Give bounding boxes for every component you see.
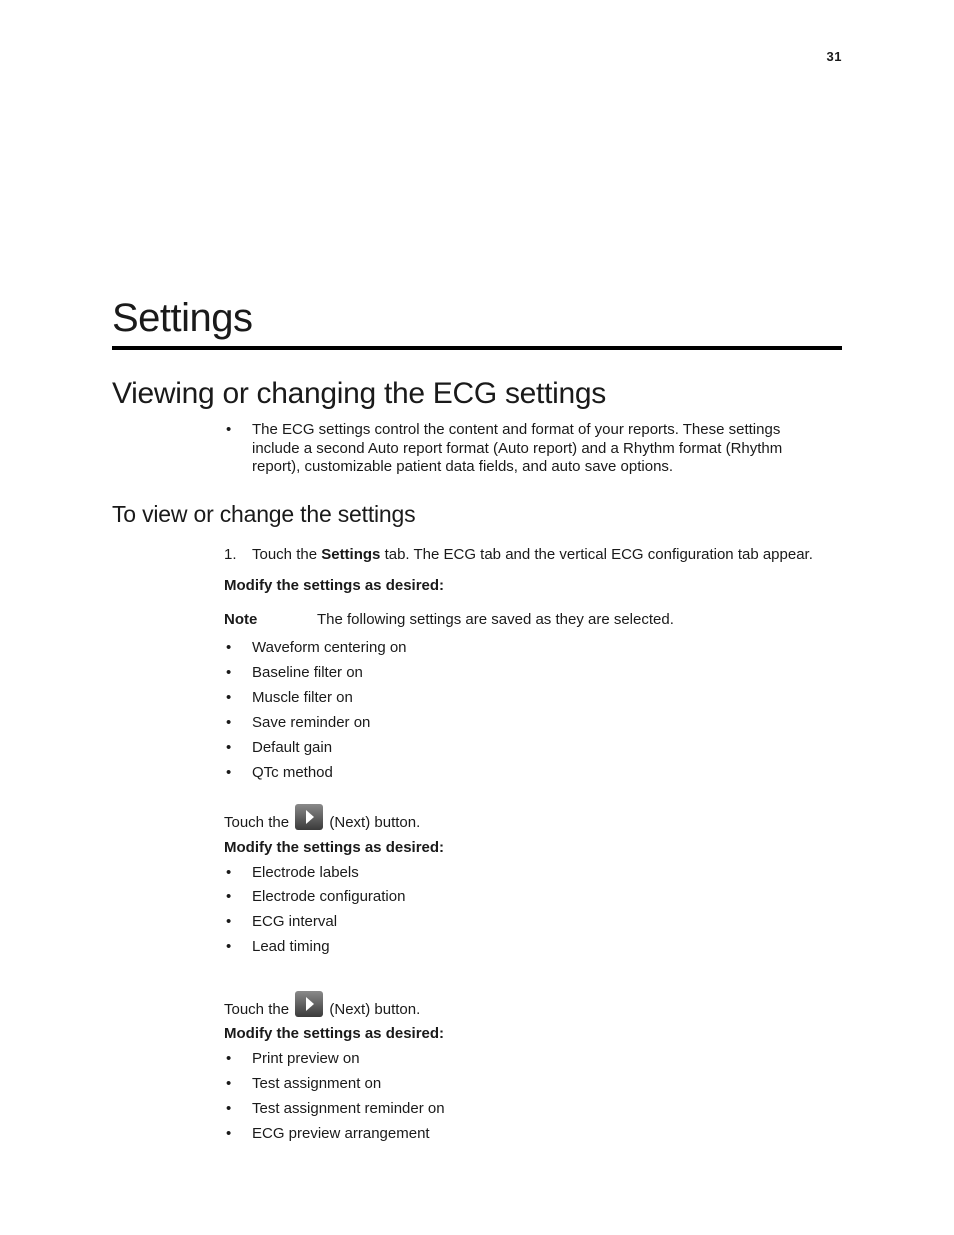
- page-number: 31: [826, 49, 842, 64]
- bullet-dot: •: [226, 1100, 232, 1117]
- touch-next-instruction: [224, 991, 420, 1018]
- touch-after-text: (Next) button.: [329, 1001, 421, 1018]
- chapter-title: Settings: [112, 296, 253, 340]
- note-text: The following settings are saved as they are selected.: [317, 611, 674, 628]
- list-item: Test assignment on: [252, 1075, 382, 1092]
- step-text: [252, 546, 813, 563]
- bullet-dot: •: [226, 714, 232, 731]
- touch-before-text: Touch the: [224, 814, 290, 831]
- list-item: Waveform centering on: [252, 639, 407, 656]
- bullet-dot: •: [226, 664, 232, 681]
- bullet-dot: •: [226, 1075, 232, 1092]
- section-intro: The ECG settings control the content and format of your reports. These settings include a second Auto report format (Auto report) and a Rhythm format (Rhythm report), customizable patient data fields, and auto save options.: [252, 421, 783, 475]
- list-item: Baseline filter on: [252, 664, 363, 681]
- modify-settings-label: Modify the settings as desired:: [224, 577, 445, 594]
- bullet-dot: •: [226, 1050, 232, 1067]
- list-item: Save reminder on: [252, 714, 371, 731]
- modify-settings-label: Modify the settings as desired:: [224, 839, 445, 856]
- bullet-dot: •: [226, 421, 232, 438]
- list-item: ECG interval: [252, 913, 338, 930]
- step-text-suffix: tab. The ECG tab and the vertical ECG configuration tab appear.: [380, 546, 813, 563]
- bullet-dot: •: [226, 639, 232, 656]
- step-text-prefix: Touch the: [252, 546, 322, 563]
- list-item: Default gain: [252, 739, 333, 756]
- play-arrow-icon: [295, 804, 323, 830]
- list-item: QTc method: [252, 764, 333, 781]
- list-item: Electrode labels: [252, 864, 359, 881]
- bullet-dot: •: [226, 938, 232, 955]
- section-title: Viewing or changing the ECG settings: [112, 377, 606, 410]
- bullet-dot: •: [226, 864, 232, 881]
- list-item: Lead timing: [252, 938, 330, 955]
- list-item: Electrode configuration: [252, 888, 406, 905]
- modify-settings-label: Modify the settings as desired:: [224, 1025, 445, 1042]
- note-label: Note: [224, 611, 258, 628]
- settings-tab-name: Settings: [321, 546, 381, 563]
- bullet-dot: •: [226, 739, 232, 756]
- step-number: 1.: [224, 546, 237, 563]
- touch-next-instruction: [224, 804, 420, 831]
- list-item: Test assignment reminder on: [252, 1100, 445, 1117]
- list-item: Print preview on: [252, 1050, 360, 1067]
- bullet-dot: •: [226, 689, 232, 706]
- list-item: Muscle filter on: [252, 689, 353, 706]
- list-item: ECG preview arrangement: [252, 1125, 430, 1142]
- bullet-dot: •: [226, 888, 232, 905]
- touch-before-text: Touch the: [224, 1001, 290, 1018]
- play-arrow-icon: [295, 991, 323, 1017]
- bullet-dot: •: [226, 1125, 232, 1142]
- touch-after-text: (Next) button.: [329, 814, 421, 831]
- subsection-title: To view or change the settings: [112, 501, 416, 527]
- bullet-dot: •: [226, 764, 232, 781]
- bullet-dot: •: [226, 913, 232, 930]
- chapter-divider: [112, 346, 842, 350]
